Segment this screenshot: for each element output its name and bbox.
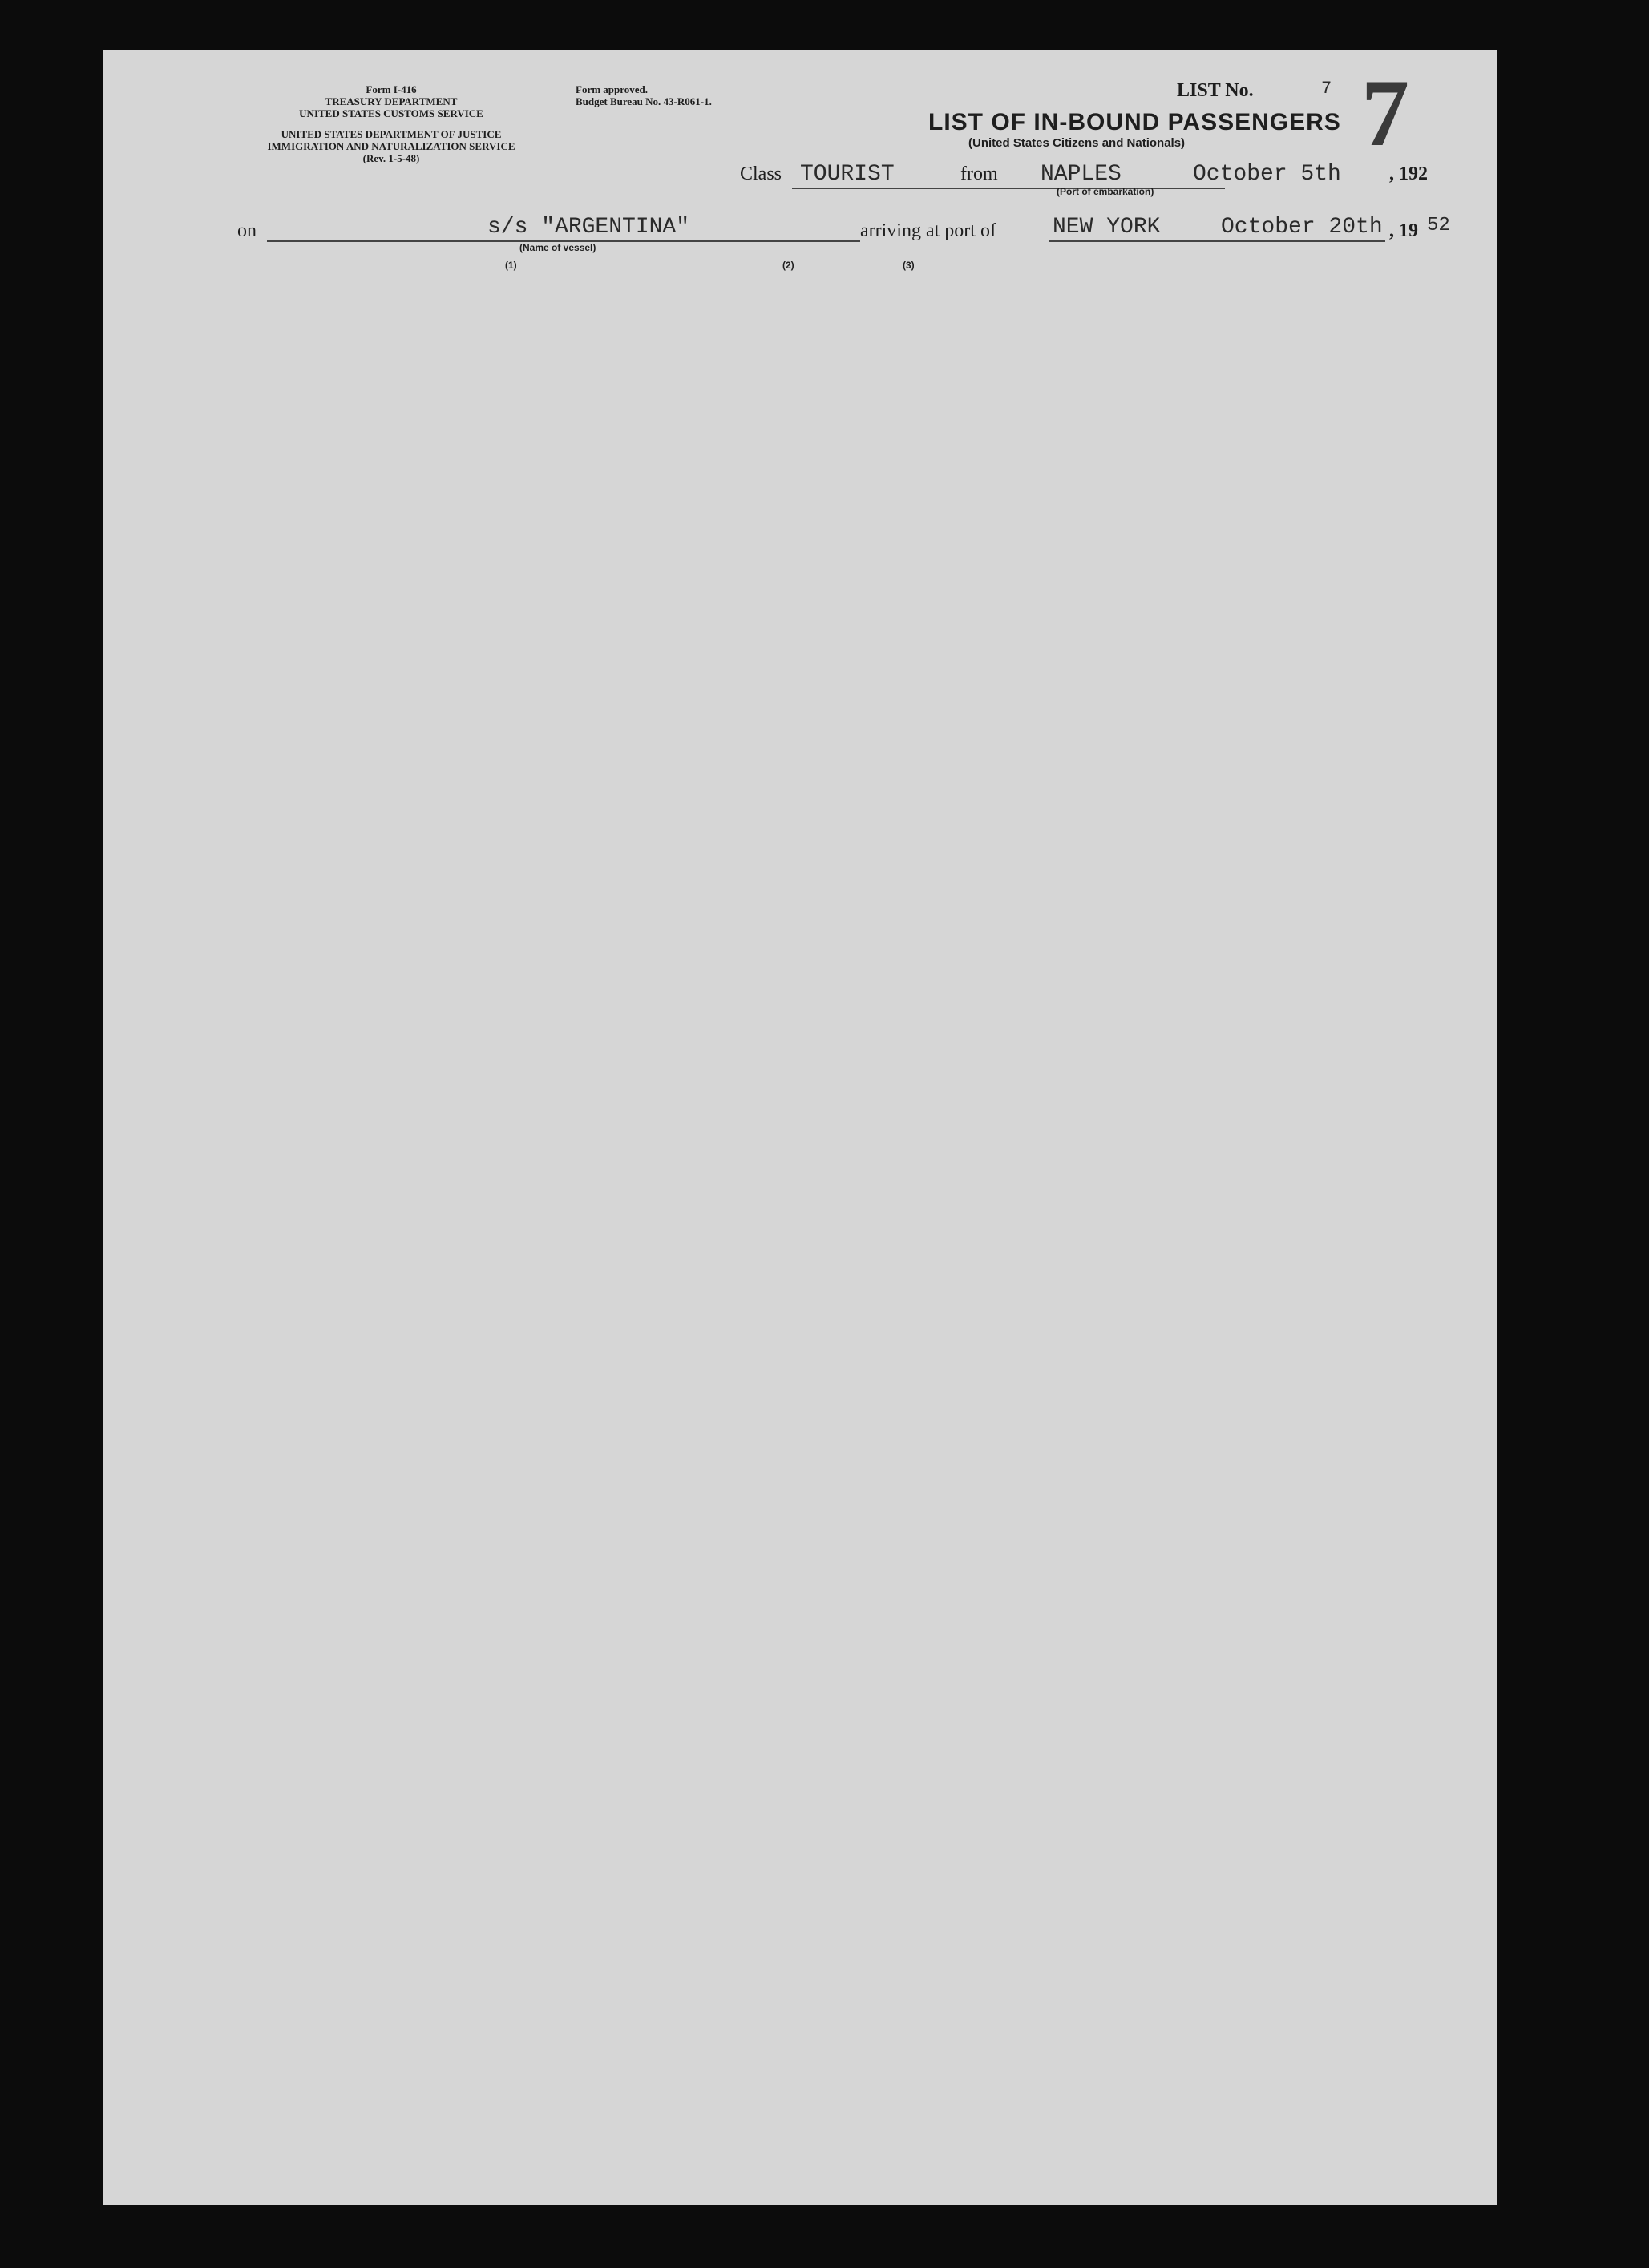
port-of-embarkation: NAPLES — [1041, 162, 1122, 187]
vessel-caption: (Name of vessel) — [519, 242, 596, 253]
vessel-name: s/s "ARGENTINA" — [487, 215, 690, 240]
form-approved: Form approved. — [576, 83, 649, 95]
port-caption: (Port of embarkation) — [1057, 186, 1154, 197]
year-suffix-2: 52 — [1427, 215, 1450, 236]
justice-department: UNITED STATES DEPARTMENT OF JUSTICE — [281, 128, 502, 140]
list-no-small: 7 — [1321, 79, 1332, 99]
arrival-date: October 20th — [1221, 215, 1383, 240]
col-num-2: (2) — [782, 260, 794, 271]
page-title: LIST OF IN-BOUND PASSENGERS — [928, 109, 1341, 135]
ins-service: IMMIGRATION AND NATURALIZATION SERVICE — [267, 140, 515, 152]
department: TREASURY DEPARTMENT — [325, 95, 458, 107]
form-number: Form I-416 — [366, 83, 417, 95]
col-num-1: (1) — [505, 260, 517, 271]
class-value: TOURIST — [800, 162, 895, 187]
page-subtitle: (United States Citizens and Nationals) — [968, 136, 1186, 150]
col-num-3: (3) — [903, 260, 915, 271]
on-label: on — [237, 220, 257, 241]
budget-number: Budget Bureau No. 43-R061-1. — [576, 95, 712, 107]
list-no-label: LIST No. — [1177, 80, 1254, 101]
year-prefix-1: , 192 — [1389, 163, 1428, 184]
revision: (Rev. 1-5-48) — [362, 152, 420, 164]
customs-service: UNITED STATES CUSTOMS SERVICE — [299, 107, 483, 119]
manifest-page — [103, 50, 1497, 2205]
embarkation-date: October 5th — [1193, 162, 1341, 187]
form-header — [287, 83, 495, 119]
list-no-large: 7 — [1361, 59, 1409, 166]
justice-header — [235, 128, 548, 164]
class-label: Class — [740, 163, 782, 184]
from-label: from — [960, 163, 998, 184]
arriving-label: arriving at port of — [860, 220, 996, 241]
arrival-port: NEW YORK — [1053, 215, 1161, 240]
year-prefix-2: , 19 — [1389, 220, 1418, 241]
budget-approval — [576, 83, 712, 107]
